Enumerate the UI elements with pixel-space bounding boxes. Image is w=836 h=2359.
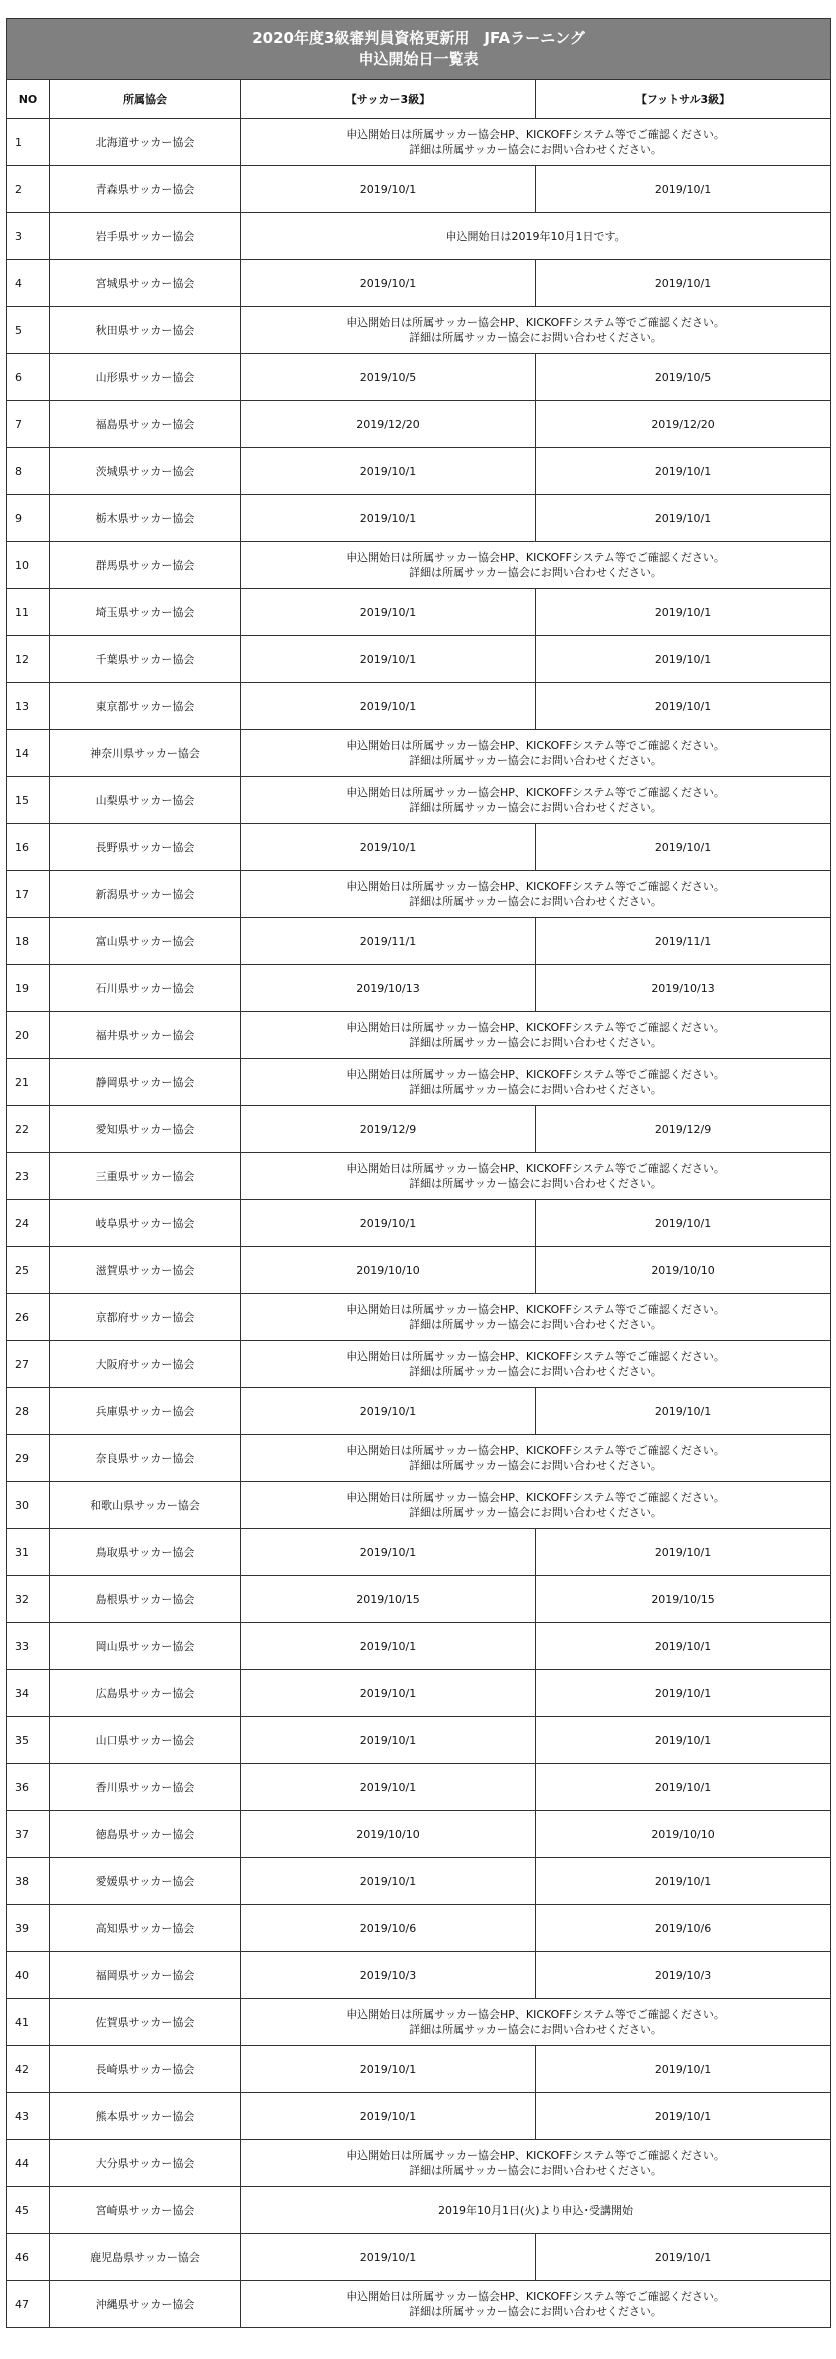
soccer-start-date: 2019/10/13 — [241, 965, 536, 1012]
soccer-start-date: 2019/10/1 — [241, 636, 536, 683]
header-no: NO — [7, 80, 50, 119]
notice-cell — [241, 1435, 831, 1482]
futsal-start-date: 2019/10/1 — [536, 1529, 831, 1576]
table-row — [7, 1529, 831, 1576]
association-name: 愛知県サッカー協会 — [50, 1106, 241, 1153]
notice-cell — [241, 730, 831, 777]
association-name: 高知県サッカー協会 — [50, 1905, 241, 1952]
title-line-1: 2020年度3級審判員資格更新用 JFAラーニング — [252, 29, 585, 47]
table-row — [7, 260, 831, 307]
row-number: 20 — [7, 1012, 50, 1059]
notice-line-1: 申込開始日は所属サッカー協会HP、KICKOFFシステム等でご確認ください。 — [346, 2008, 725, 2021]
row-number: 22 — [7, 1106, 50, 1153]
table-row — [7, 824, 831, 871]
table-row — [7, 1623, 831, 1670]
table-row — [7, 1388, 831, 1435]
table-row — [7, 1670, 831, 1717]
notice-cell — [241, 119, 831, 166]
row-number: 42 — [7, 2046, 50, 2093]
soccer-start-date: 2019/10/1 — [241, 1764, 536, 1811]
notice-cell — [241, 1153, 831, 1200]
association-name: 宮崎県サッカー協会 — [50, 2187, 241, 2234]
row-number: 3 — [7, 213, 50, 260]
soccer-start-date: 2019/10/5 — [241, 354, 536, 401]
title-line-2: 申込開始日一覧表 — [358, 50, 479, 68]
futsal-start-date: 2019/10/1 — [536, 495, 831, 542]
association-name: 群馬県サッカー協会 — [50, 542, 241, 589]
row-number: 12 — [7, 636, 50, 683]
futsal-start-date: 2019/10/1 — [536, 1764, 831, 1811]
notice-line-2: 詳細は所属サッカー協会にお問い合わせください。 — [409, 2164, 662, 2177]
association-name: 福島県サッカー協会 — [50, 401, 241, 448]
association-name: 奈良県サッカー協会 — [50, 1435, 241, 1482]
soccer-start-date: 2019/10/1 — [241, 1388, 536, 1435]
soccer-start-date: 2019/10/1 — [241, 1858, 536, 1905]
futsal-start-date: 2019/10/1 — [536, 636, 831, 683]
table-row — [7, 683, 831, 730]
table-row — [7, 2234, 831, 2281]
row-number: 37 — [7, 1811, 50, 1858]
table-title — [7, 19, 831, 80]
notice-line-1: 申込開始日は所属サッカー協会HP、KICKOFFシステム等でご確認ください。 — [346, 551, 725, 564]
notice-line-1: 申込開始日は所属サッカー協会HP、KICKOFFシステム等でご確認ください。 — [346, 2149, 725, 2162]
table-row — [7, 1059, 831, 1106]
header-soccer: 【サッカー3級】 — [241, 80, 536, 119]
association-name: 大阪府サッカー協会 — [50, 1341, 241, 1388]
association-name: 香川県サッカー協会 — [50, 1764, 241, 1811]
notice-line-1: 申込開始日は所属サッカー協会HP、KICKOFFシステム等でご確認ください。 — [346, 1491, 725, 1504]
association-name: 兵庫県サッカー協会 — [50, 1388, 241, 1435]
header-row — [7, 80, 831, 119]
notice-cell — [241, 1294, 831, 1341]
row-number: 14 — [7, 730, 50, 777]
association-name: 鳥取県サッカー協会 — [50, 1529, 241, 1576]
row-number: 38 — [7, 1858, 50, 1905]
notice-cell — [241, 2140, 831, 2187]
title-row — [7, 19, 831, 80]
futsal-start-date: 2019/12/9 — [536, 1106, 831, 1153]
table-row — [7, 1717, 831, 1764]
row-number: 8 — [7, 448, 50, 495]
notice-line-1: 申込開始日は所属サッカー協会HP、KICKOFFシステム等でご確認ください。 — [346, 1444, 725, 1457]
row-number: 23 — [7, 1153, 50, 1200]
association-name: 島根県サッカー協会 — [50, 1576, 241, 1623]
table-row — [7, 636, 831, 683]
association-name: 愛媛県サッカー協会 — [50, 1858, 241, 1905]
table-row — [7, 1153, 831, 1200]
notice-cell — [241, 1012, 831, 1059]
notice-line-2: 詳細は所属サッカー協会にお問い合わせください。 — [409, 1083, 662, 1096]
soccer-start-date: 2019/10/1 — [241, 495, 536, 542]
soccer-start-date: 2019/10/1 — [241, 448, 536, 495]
row-number: 21 — [7, 1059, 50, 1106]
soccer-start-date: 2019/10/1 — [241, 1623, 536, 1670]
association-name: 岩手県サッカー協会 — [50, 213, 241, 260]
soccer-start-date: 2019/11/1 — [241, 918, 536, 965]
row-number: 5 — [7, 307, 50, 354]
association-name: 宮城県サッカー協会 — [50, 260, 241, 307]
merged-start-date: 2019年10月1日(火)より申込･受講開始 — [241, 2187, 831, 2234]
soccer-start-date: 2019/10/1 — [241, 166, 536, 213]
table-row — [7, 1952, 831, 1999]
table-row — [7, 1764, 831, 1811]
row-number: 11 — [7, 589, 50, 636]
table-row — [7, 777, 831, 824]
association-name: 青森県サッカー協会 — [50, 166, 241, 213]
row-number: 31 — [7, 1529, 50, 1576]
header-futsal: 【フットサル3級】 — [536, 80, 831, 119]
soccer-start-date: 2019/10/1 — [241, 683, 536, 730]
soccer-start-date: 2019/10/10 — [241, 1811, 536, 1858]
table-row — [7, 354, 831, 401]
notice-line-2: 詳細は所属サッカー協会にお問い合わせください。 — [409, 2023, 662, 2036]
futsal-start-date: 2019/10/1 — [536, 1670, 831, 1717]
row-number: 30 — [7, 1482, 50, 1529]
futsal-start-date: 2019/10/13 — [536, 965, 831, 1012]
table-row — [7, 918, 831, 965]
notice-line-1: 申込開始日は所属サッカー協会HP、KICKOFFシステム等でご確認ください。 — [346, 1162, 725, 1175]
notice-line-2: 詳細は所属サッカー協会にお問い合わせください。 — [409, 1459, 662, 1472]
notice-line-1: 申込開始日は所属サッカー協会HP、KICKOFFシステム等でご確認ください。 — [346, 1021, 725, 1034]
soccer-start-date: 2019/10/1 — [241, 260, 536, 307]
futsal-start-date: 2019/10/1 — [536, 1717, 831, 1764]
row-number: 28 — [7, 1388, 50, 1435]
table-row — [7, 1905, 831, 1952]
row-number: 40 — [7, 1952, 50, 1999]
association-name: 鹿児島県サッカー協会 — [50, 2234, 241, 2281]
notice-cell — [241, 1999, 831, 2046]
table-row — [7, 401, 831, 448]
row-number: 6 — [7, 354, 50, 401]
futsal-start-date: 2019/10/1 — [536, 448, 831, 495]
soccer-start-date: 2019/12/20 — [241, 401, 536, 448]
table-row — [7, 1576, 831, 1623]
table-row — [7, 1482, 831, 1529]
futsal-start-date: 2019/10/1 — [536, 683, 831, 730]
table-row — [7, 448, 831, 495]
association-name: 大分県サッカー協会 — [50, 2140, 241, 2187]
notice-line-1: 申込開始日は所属サッカー協会HP、KICKOFFシステム等でご確認ください。 — [346, 739, 725, 752]
association-name: 北海道サッカー協会 — [50, 119, 241, 166]
row-number: 4 — [7, 260, 50, 307]
association-name: 和歌山県サッカー協会 — [50, 1482, 241, 1529]
notice-line-1: 申込開始日は所属サッカー協会HP、KICKOFFシステム等でご確認ください。 — [346, 316, 725, 329]
row-number: 46 — [7, 2234, 50, 2281]
association-name: 福井県サッカー協会 — [50, 1012, 241, 1059]
futsal-start-date: 2019/10/1 — [536, 166, 831, 213]
notice-line-1: 申込開始日は所属サッカー協会HP、KICKOFFシステム等でご確認ください。 — [346, 1303, 725, 1316]
association-name: 沖縄県サッカー協会 — [50, 2281, 241, 2328]
futsal-start-date: 2019/11/1 — [536, 918, 831, 965]
association-name: 岐阜県サッカー協会 — [50, 1200, 241, 1247]
table-body — [7, 119, 831, 2328]
notice-cell — [241, 1482, 831, 1529]
row-number: 13 — [7, 683, 50, 730]
table-row — [7, 2046, 831, 2093]
row-number: 15 — [7, 777, 50, 824]
row-number: 47 — [7, 2281, 50, 2328]
row-number: 33 — [7, 1623, 50, 1670]
soccer-start-date: 2019/10/3 — [241, 1952, 536, 1999]
notice-line-2: 詳細は所属サッカー協会にお問い合わせください。 — [409, 143, 662, 156]
futsal-start-date: 2019/12/20 — [536, 401, 831, 448]
futsal-start-date: 2019/10/1 — [536, 1388, 831, 1435]
futsal-start-date: 2019/10/1 — [536, 824, 831, 871]
row-number: 1 — [7, 119, 50, 166]
row-number: 45 — [7, 2187, 50, 2234]
notice-line-1: 申込開始日は所属サッカー協会HP、KICKOFFシステム等でご確認ください。 — [346, 2290, 725, 2303]
futsal-start-date: 2019/10/3 — [536, 1952, 831, 1999]
row-number: 25 — [7, 1247, 50, 1294]
futsal-start-date: 2019/10/1 — [536, 2093, 831, 2140]
futsal-start-date: 2019/10/1 — [536, 1200, 831, 1247]
merged-start-date: 申込開始日は2019年10月1日です。 — [241, 213, 831, 260]
table-row — [7, 1012, 831, 1059]
table-row — [7, 1435, 831, 1482]
association-name: 静岡県サッカー協会 — [50, 1059, 241, 1106]
association-name: 滋賀県サッカー協会 — [50, 1247, 241, 1294]
association-name: 熊本県サッカー協会 — [50, 2093, 241, 2140]
table-row — [7, 307, 831, 354]
table-row — [7, 1811, 831, 1858]
futsal-start-date: 2019/10/1 — [536, 2046, 831, 2093]
row-number: 18 — [7, 918, 50, 965]
association-name: 新潟県サッカー協会 — [50, 871, 241, 918]
header-association: 所属協会 — [50, 80, 241, 119]
association-name: 徳島県サッカー協会 — [50, 1811, 241, 1858]
row-number: 19 — [7, 965, 50, 1012]
notice-line-1: 申込開始日は所属サッカー協会HP、KICKOFFシステム等でご確認ください。 — [346, 128, 725, 141]
row-number: 16 — [7, 824, 50, 871]
row-number: 41 — [7, 1999, 50, 2046]
notice-line-2: 詳細は所属サッカー協会にお問い合わせください。 — [409, 566, 662, 579]
table-row — [7, 2093, 831, 2140]
futsal-start-date: 2019/10/1 — [536, 1858, 831, 1905]
table-row — [7, 2140, 831, 2187]
table-row — [7, 1999, 831, 2046]
association-name: 佐賀県サッカー協会 — [50, 1999, 241, 2046]
notice-line-2: 詳細は所属サッカー協会にお問い合わせください。 — [409, 1036, 662, 1049]
soccer-start-date: 2019/10/1 — [241, 2046, 536, 2093]
notice-line-2: 詳細は所属サッカー協会にお問い合わせください。 — [409, 1318, 662, 1331]
association-name: 広島県サッカー協会 — [50, 1670, 241, 1717]
table-row — [7, 965, 831, 1012]
row-number: 35 — [7, 1717, 50, 1764]
notice-cell — [241, 2281, 831, 2328]
notice-cell — [241, 871, 831, 918]
row-number: 9 — [7, 495, 50, 542]
table-row — [7, 1858, 831, 1905]
row-number: 34 — [7, 1670, 50, 1717]
schedule-table — [6, 18, 831, 2328]
notice-line-2: 詳細は所属サッカー協会にお問い合わせください。 — [409, 2305, 662, 2318]
association-name: 千葉県サッカー協会 — [50, 636, 241, 683]
table-row — [7, 1247, 831, 1294]
row-number: 44 — [7, 2140, 50, 2187]
association-name: 埼玉県サッカー協会 — [50, 589, 241, 636]
table-row — [7, 1341, 831, 1388]
futsal-start-date: 2019/10/1 — [536, 2234, 831, 2281]
association-name: 東京都サッカー協会 — [50, 683, 241, 730]
row-number: 36 — [7, 1764, 50, 1811]
table-row — [7, 2281, 831, 2328]
notice-line-1: 申込開始日は所属サッカー協会HP、KICKOFFシステム等でご確認ください。 — [346, 1068, 725, 1081]
association-name: 長崎県サッカー協会 — [50, 2046, 241, 2093]
association-name: 三重県サッカー協会 — [50, 1153, 241, 1200]
row-number: 2 — [7, 166, 50, 213]
association-name: 山梨県サッカー協会 — [50, 777, 241, 824]
notice-cell — [241, 307, 831, 354]
soccer-start-date: 2019/10/15 — [241, 1576, 536, 1623]
table-row — [7, 1106, 831, 1153]
association-name: 石川県サッカー協会 — [50, 965, 241, 1012]
association-name: 栃木県サッカー協会 — [50, 495, 241, 542]
soccer-start-date: 2019/10/1 — [241, 589, 536, 636]
association-name: 岡山県サッカー協会 — [50, 1623, 241, 1670]
row-number: 26 — [7, 1294, 50, 1341]
futsal-start-date: 2019/10/10 — [536, 1247, 831, 1294]
association-name: 山形県サッカー協会 — [50, 354, 241, 401]
association-name: 山口県サッカー協会 — [50, 1717, 241, 1764]
association-name: 神奈川県サッカー協会 — [50, 730, 241, 777]
table-row — [7, 589, 831, 636]
table-row — [7, 213, 831, 260]
notice-line-2: 詳細は所属サッカー協会にお問い合わせください。 — [409, 895, 662, 908]
notice-line-1: 申込開始日は所属サッカー協会HP、KICKOFFシステム等でご確認ください。 — [346, 1350, 725, 1363]
soccer-start-date: 2019/10/1 — [241, 2093, 536, 2140]
association-name: 福岡県サッカー協会 — [50, 1952, 241, 1999]
futsal-start-date: 2019/10/10 — [536, 1811, 831, 1858]
notice-cell — [241, 542, 831, 589]
soccer-start-date: 2019/10/1 — [241, 2234, 536, 2281]
table-row — [7, 495, 831, 542]
association-name: 茨城県サッカー協会 — [50, 448, 241, 495]
notice-line-2: 詳細は所属サッカー協会にお問い合わせください。 — [409, 801, 662, 814]
row-number: 29 — [7, 1435, 50, 1482]
row-number: 10 — [7, 542, 50, 589]
notice-cell — [241, 1059, 831, 1106]
row-number: 24 — [7, 1200, 50, 1247]
soccer-start-date: 2019/10/6 — [241, 1905, 536, 1952]
futsal-start-date: 2019/10/5 — [536, 354, 831, 401]
row-number: 27 — [7, 1341, 50, 1388]
soccer-start-date: 2019/10/10 — [241, 1247, 536, 1294]
notice-line-2: 詳細は所属サッカー協会にお問い合わせください。 — [409, 754, 662, 767]
notice-line-1: 申込開始日は所属サッカー協会HP、KICKOFFシステム等でご確認ください。 — [346, 786, 725, 799]
notice-line-2: 詳細は所属サッカー協会にお問い合わせください。 — [409, 331, 662, 344]
table-row — [7, 119, 831, 166]
notice-line-1: 申込開始日は所属サッカー協会HP、KICKOFFシステム等でご確認ください。 — [346, 880, 725, 893]
soccer-start-date: 2019/10/1 — [241, 1717, 536, 1764]
futsal-start-date: 2019/10/1 — [536, 1623, 831, 1670]
table-row — [7, 871, 831, 918]
table-row — [7, 1294, 831, 1341]
soccer-start-date: 2019/10/1 — [241, 1200, 536, 1247]
table-row — [7, 166, 831, 213]
soccer-start-date: 2019/12/9 — [241, 1106, 536, 1153]
futsal-start-date: 2019/10/1 — [536, 589, 831, 636]
association-name: 富山県サッカー協会 — [50, 918, 241, 965]
table-row — [7, 2187, 831, 2234]
table-row — [7, 542, 831, 589]
schedule-document — [6, 18, 830, 2328]
row-number: 32 — [7, 1576, 50, 1623]
row-number: 7 — [7, 401, 50, 448]
table-row — [7, 730, 831, 777]
association-name: 秋田県サッカー協会 — [50, 307, 241, 354]
row-number: 39 — [7, 1905, 50, 1952]
notice-cell — [241, 777, 831, 824]
soccer-start-date: 2019/10/1 — [241, 824, 536, 871]
futsal-start-date: 2019/10/1 — [536, 260, 831, 307]
soccer-start-date: 2019/10/1 — [241, 1670, 536, 1717]
soccer-start-date: 2019/10/1 — [241, 1529, 536, 1576]
row-number: 17 — [7, 871, 50, 918]
futsal-start-date: 2019/10/15 — [536, 1576, 831, 1623]
futsal-start-date: 2019/10/6 — [536, 1905, 831, 1952]
notice-line-2: 詳細は所属サッカー協会にお問い合わせください。 — [409, 1365, 662, 1378]
table-row — [7, 1200, 831, 1247]
association-name: 長野県サッカー協会 — [50, 824, 241, 871]
notice-cell — [241, 1341, 831, 1388]
notice-line-2: 詳細は所属サッカー協会にお問い合わせください。 — [409, 1177, 662, 1190]
row-number: 43 — [7, 2093, 50, 2140]
association-name: 京都府サッカー協会 — [50, 1294, 241, 1341]
notice-line-2: 詳細は所属サッカー協会にお問い合わせください。 — [409, 1506, 662, 1519]
